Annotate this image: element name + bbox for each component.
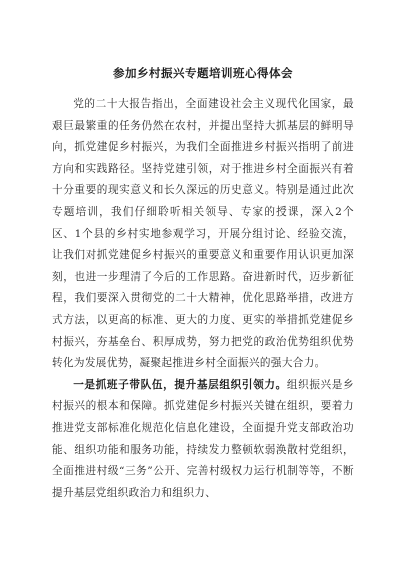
document-title: 参加乡村振兴专题培训班心得体会 [113,66,293,80]
paragraph-point-one [52,375,354,505]
paragraph-point-one-lead: 一是抓班子带队伍，提升基层组织引领力。 [73,378,287,391]
paragraph-intro [52,94,354,375]
paragraph-point-one-text: 组织振兴是乡村振兴的根本和保障。抓党建促乡村振兴关键在组织，要着力推进党支部标准化规范化信息化建设，全面提升党支部政治功能、组织功能和服务功能，持续发力整顿软弱涣散村党组织，全面推进村级“三务”公开、完善村级权力运行机制等等，不断提升基层党组织政治力和组织力、 [52,378,354,499]
paragraph-intro-text: 党的二十大报告指出，全面建设社会主义现代化国家，最艰巨最繁重的任务仍然在农村，并提出坚持大抓基层的鲜明导向，抓党建促乡村振兴，为我们全面推进乡村振兴指明了前进方向和实践路径。坚持党建引领，对于推进乡村全面振兴有着十分重要的现实意义和长久深远的历史意义。特别是通过此次专题培训，我们仔细聆听相关领导、专家的授课，深入2个区、1个县的乡村实地参观学习，开展分组讨论、经验交流，让我们对抓党建促乡村振兴的重要意义和重要作用认识更加深刻，也进一步理清了今后的工作思路。奋进新时代，迈步新征程，我们要深入贯彻党的二十大精神，优化思路举措，改进方式方法，以更高的标准、更大的力度、更实的举措抓党建促乡村振兴，夯基垒台、积厚成势，努力把党的政治优势组织优势转化为发展优势，凝聚起推进乡村全面振兴的强大合力。 [52,98,354,370]
